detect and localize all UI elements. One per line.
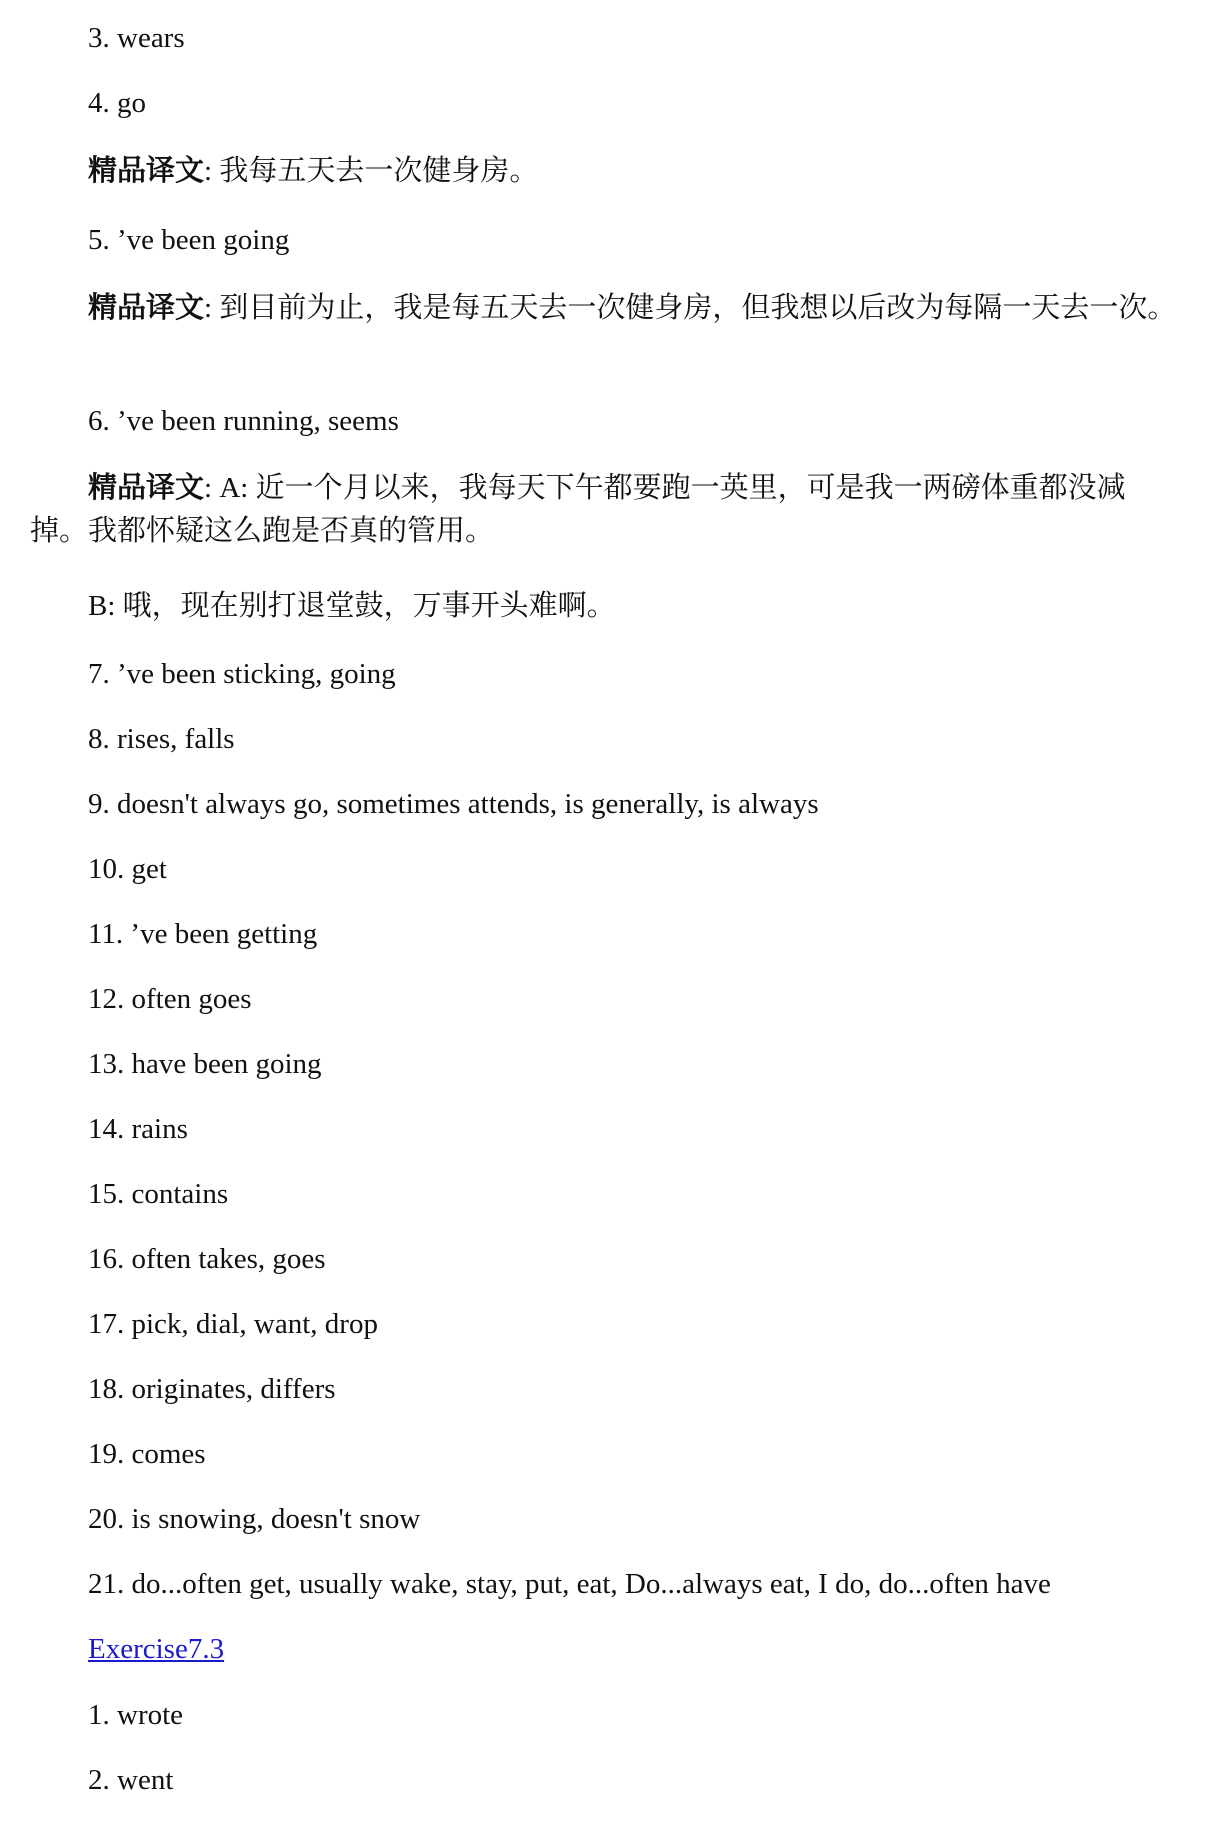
translation-6 — [30, 467, 1180, 553]
translation-text: : 我每五天去一次健身房。 — [204, 155, 539, 187]
answer-4: 4. go — [88, 87, 146, 119]
answer-13: 13. have been going — [88, 1048, 322, 1080]
exercise-7-3-link-wrap — [88, 1631, 224, 1667]
answer-8: 8. rises, falls — [88, 723, 235, 755]
translation-4 — [88, 153, 538, 189]
translation-label: 精品译文 — [88, 155, 205, 187]
translation-5 — [30, 287, 1180, 330]
answer-20: 20. is snowing, doesn't snow — [88, 1503, 421, 1535]
translation-label: 精品译文 — [88, 472, 205, 504]
answer-19: 19. comes — [88, 1438, 206, 1470]
answer-14: 14. rains — [88, 1113, 188, 1145]
answer-12: 12. often goes — [88, 983, 252, 1015]
translation-label: 精品译文 — [88, 292, 205, 324]
answer-18: 18. originates, differs — [88, 1373, 336, 1405]
next-answer-1: 1. wrote — [88, 1699, 184, 1731]
answer-21: 21. do...often get, usually wake, stay, put, eat, Do...always eat, I do, do...often have — [88, 1568, 1051, 1600]
answer-6: 6. ’ve been running, seems — [88, 405, 399, 437]
answer-3: 3. wears — [88, 22, 185, 54]
answer-5: 5. ’ve been going — [88, 224, 290, 256]
answer-11: 11. ’ve been getting — [88, 918, 318, 950]
answer-16: 16. often takes, goes — [88, 1243, 326, 1275]
answer-7: 7. ’ve been sticking, going — [88, 658, 396, 690]
exercise-7-3-link[interactable]: Exercise7.3 — [88, 1633, 225, 1665]
answer-17: 17. pick, dial, want, drop — [88, 1308, 378, 1340]
translation-text: : 到目前为止，我是每五天去一次健身房，但我想以后改为每隔一天去一次。 — [204, 292, 1177, 324]
translation-6-b: B: 哦，现在别打退堂鼓，万事开头难啊。 — [88, 590, 616, 622]
answer-15: 15. contains — [88, 1178, 229, 1210]
answer-10: 10. get — [88, 853, 167, 885]
next-answer-2: 2. went — [88, 1764, 174, 1796]
answer-9: 9. doesn't always go, sometimes attends, is generally, is always — [88, 788, 819, 820]
translation-text: : A: 近一个月以来，我每天下午都要跑一英里，可是我一两磅体重都没减掉。我都怀疑这么跑是否真的管用。 — [30, 472, 1126, 547]
